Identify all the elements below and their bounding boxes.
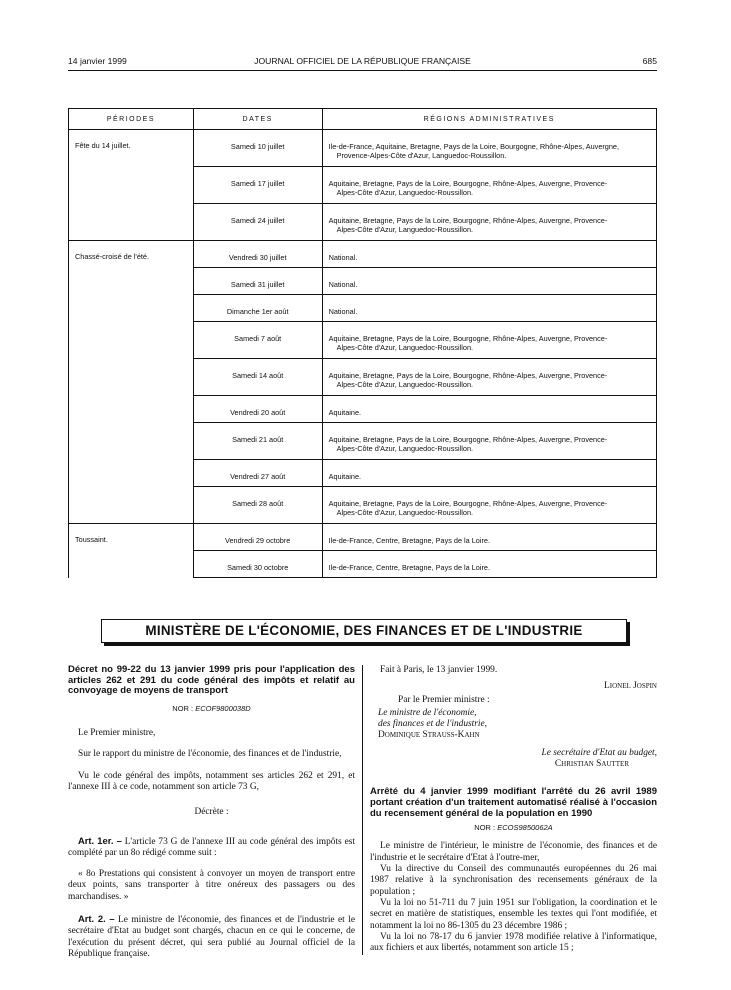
regions-line: Aquitaine, Bretagne, Pays de la Loire, Bourgogne, Rhône-Alpes, Auvergne, Provence-: [328, 216, 608, 225]
table-row: [69, 130, 657, 167]
ministry-banner: MINISTÈRE DE L'ÉCONOMIE, DES FINANCES ET DE L'INDUSTRIE: [101, 619, 627, 643]
table-row: [69, 524, 657, 551]
fait-a-paris: Fait à Paris, le 13 janvier 1999.: [380, 665, 498, 675]
regions-line: Alpes-Côte d'Azur, Languedoc-Roussillon.: [336, 188, 474, 197]
date-cell: Samedi 31 juillet: [193, 268, 322, 295]
date-cell: Vendredi 20 août: [193, 396, 322, 423]
header-title: JOURNAL OFFICIEL DE LA RÉPUBLIQUE FRANÇAISE: [254, 56, 471, 66]
date-cell: Samedi 14 août: [193, 359, 322, 396]
regions-cell: [322, 295, 656, 322]
page-header: [68, 56, 657, 71]
minister-title-1: Le ministre de l'économie,: [378, 707, 477, 718]
arrete-p2: Vu la directive du Conseil des communautés européennes du 26 mai 1987 relative à la synchronisation des recensements généraux de la population ;: [370, 864, 657, 897]
regions-line: Aquitaine, Bretagne, Pays de la Loire, Bourgogne, Rhône-Alpes, Auvergne, Provence-: [328, 179, 608, 188]
regions-line: Provence-Alpes-Côte d'Azur, Languedoc-Roussillon.: [336, 151, 507, 160]
regions-cell: [322, 130, 656, 167]
regions-cell: [322, 322, 656, 359]
col-header-periodes: PÉRIODES: [69, 109, 194, 130]
regions-cell: [322, 551, 656, 578]
regions-line: National.: [328, 280, 358, 289]
decret-p1: Le Premier ministre,: [78, 728, 156, 739]
date-cell: Dimanche 1er août: [193, 295, 322, 322]
regions-cell: [322, 396, 656, 423]
decret-nor-code: ECOF9800038D: [195, 703, 251, 713]
minister-title-2: des finances et de l'industrie,: [378, 719, 488, 730]
regions-line: Aquitaine, Bretagne, Pays de la Loire, Bourgogne, Rhône-Alpes, Auvergne, Provence-: [328, 334, 608, 343]
regions-line: Aquitaine, Bretagne, Pays de la Loire, Bourgogne, Rhône-Alpes, Auvergne, Provence-: [328, 371, 608, 380]
arrete-nor-code: ECOS9850062A: [497, 823, 553, 833]
holiday-table: [68, 108, 657, 578]
secretary-title: Le secrétaire d'Etat au budget,: [541, 747, 657, 758]
date-cell: Samedi 30 octobre: [193, 551, 322, 578]
regions-cell: [322, 359, 656, 396]
periode-cell: Chassé-croisé de l'été.: [69, 241, 194, 524]
date-cell: Samedi 17 juillet: [193, 167, 322, 204]
signature-minister: Dominique Strauss-Kahn: [378, 730, 480, 741]
regions-line: Ile-de-France, Aquitaine, Bretagne, Pays de la Loire, Bourgogne, Rhône-Alpes, Auvergne,: [328, 142, 620, 151]
decrete: Décrète :: [194, 807, 229, 818]
regions-cell: [322, 241, 656, 268]
date-cell: Samedi 7 août: [193, 322, 322, 359]
decret-nor: NOR : ECOF9800038D: [172, 703, 251, 713]
arrete-p1: Le ministre de l'intérieur, le ministre de l'économie, des finances et de l'industrie et le secrétaire d'Etat à l'outre-mer,: [370, 841, 657, 863]
regions-line: Alpes-Côte d'Azur, Languedoc-Roussillon.: [336, 444, 474, 453]
signature-secretary: Christian Sautter: [554, 759, 629, 770]
periode-cell: Toussaint.: [69, 524, 194, 578]
arrete-nor: NOR : ECOS9850062A: [474, 823, 553, 833]
signature-prime-minister: Lionel Jospin: [604, 681, 657, 692]
arrete-p3: Vu la loi no 51-711 du 7 juin 1951 sur l'obligation, la coordination et le secret en matière de statistiques, ensemble les textes qui l'ont modifiée, et notamment la loi no 86-1305 du 23 décembre 1986 ;: [370, 897, 657, 931]
date-cell: Samedi 28 août: [193, 487, 322, 524]
decret-title: Décret no 99-22 du 13 janvier 1999 pris pour l'application des articles 262 et 291 du code général des impôts et relatif au convoyage de moyens de transport: [68, 664, 355, 697]
regions-line: Ile-de-France, Centre, Bretagne, Pays de la Loire.: [328, 563, 491, 572]
regions-cell: [322, 167, 656, 204]
regions-line: Aquitaine.: [328, 472, 362, 481]
signatures-and-arrete-column: [370, 665, 657, 954]
regions-line: Alpes-Côte d'Azur, Languedoc-Roussillon.: [336, 508, 474, 517]
column-divider: [362, 665, 363, 955]
arrete-p4: Vu la loi no 78-17 du 6 janvier 1978 modifiée relative à l'informatique, aux fichiers et aux libertés, notamment son article 15 ;: [370, 931, 657, 954]
regions-line: Alpes-Côte d'Azur, Languedoc-Roussillon.: [336, 380, 474, 389]
article-1-quote: « 8o Prestations qui consistent à convoyer un moyen de transport entre deux points, sans transporter à titre onéreux des passagers ou des marchandises. »: [68, 869, 355, 902]
regions-cell: [322, 487, 656, 524]
regions-line: National.: [328, 253, 358, 262]
date-cell: Vendredi 30 juillet: [193, 241, 322, 268]
date-cell: Samedi 10 juillet: [193, 130, 322, 167]
header-date: 14 janvier 1999: [68, 56, 127, 66]
regions-line: Ile-de-France, Centre, Bretagne, Pays de la Loire.: [328, 536, 491, 545]
date-cell: Samedi 21 août: [193, 423, 322, 460]
date-cell: Samedi 24 juillet: [193, 204, 322, 241]
date-cell: Vendredi 27 août: [193, 460, 322, 487]
regions-line: Aquitaine.: [328, 408, 362, 417]
regions-cell: [322, 423, 656, 460]
regions-line: Alpes-Côte d'Azur, Languedoc-Roussillon.: [336, 343, 474, 352]
article-1: Art. 1er. – L'article 73 G de l'annexe III au code général des impôts est complété par un 8o rédigé comme suit :: [68, 834, 356, 858]
regions-cell: [322, 268, 656, 295]
regions-cell: [322, 460, 656, 487]
regions-cell: [322, 524, 656, 551]
regions-line: National.: [328, 307, 358, 316]
regions-cell: [322, 204, 656, 241]
regions-line: Alpes-Côte d'Azur, Languedoc-Roussillon.: [336, 225, 474, 234]
periode-cell: Fête du 14 juillet.: [69, 130, 194, 241]
col-header-dates: DATES: [193, 109, 322, 130]
decret-column: [68, 665, 355, 960]
decret-p2: Sur le rapport du ministre de l'économie, des finances et de l'industrie,: [78, 749, 342, 760]
table-header-row: [69, 109, 657, 130]
date-cell: Vendredi 29 octobre: [193, 524, 322, 551]
regions-line: Aquitaine, Bretagne, Pays de la Loire, Bourgogne, Rhône-Alpes, Auvergne, Provence-: [328, 499, 608, 508]
decret-p3: Vu le code général des impôts, notamment ses articles 262 et 291, et l'annexe III à ce code, notamment son article 73 G,: [68, 770, 355, 792]
table-row: [69, 241, 657, 268]
article-2: Art. 2. – Le ministre de l'économie, des finances et de l'industrie et le secrétaire d'Etat au budget sont chargés, chacun en ce qui le concerne, de l'exécution du présent décret, qui sera publié au Journal officiel de la République française.: [68, 913, 356, 959]
col-header-regions: RÉGIONS ADMINISTRATIVES: [322, 109, 656, 130]
regions-line: Aquitaine, Bretagne, Pays de la Loire, Bourgogne, Rhône-Alpes, Auvergne, Provence-: [328, 435, 608, 444]
arrete-title: Arrêté du 4 janvier 1999 modifiant l'arrêté du 26 avril 1989 portant création d'un traitement automatisé réalisé à l'occasion du recensement général de la population en 1990: [370, 786, 657, 819]
page-number: 685: [642, 56, 657, 66]
par-le-premier-ministre: Par le Premier ministre :: [398, 694, 490, 705]
